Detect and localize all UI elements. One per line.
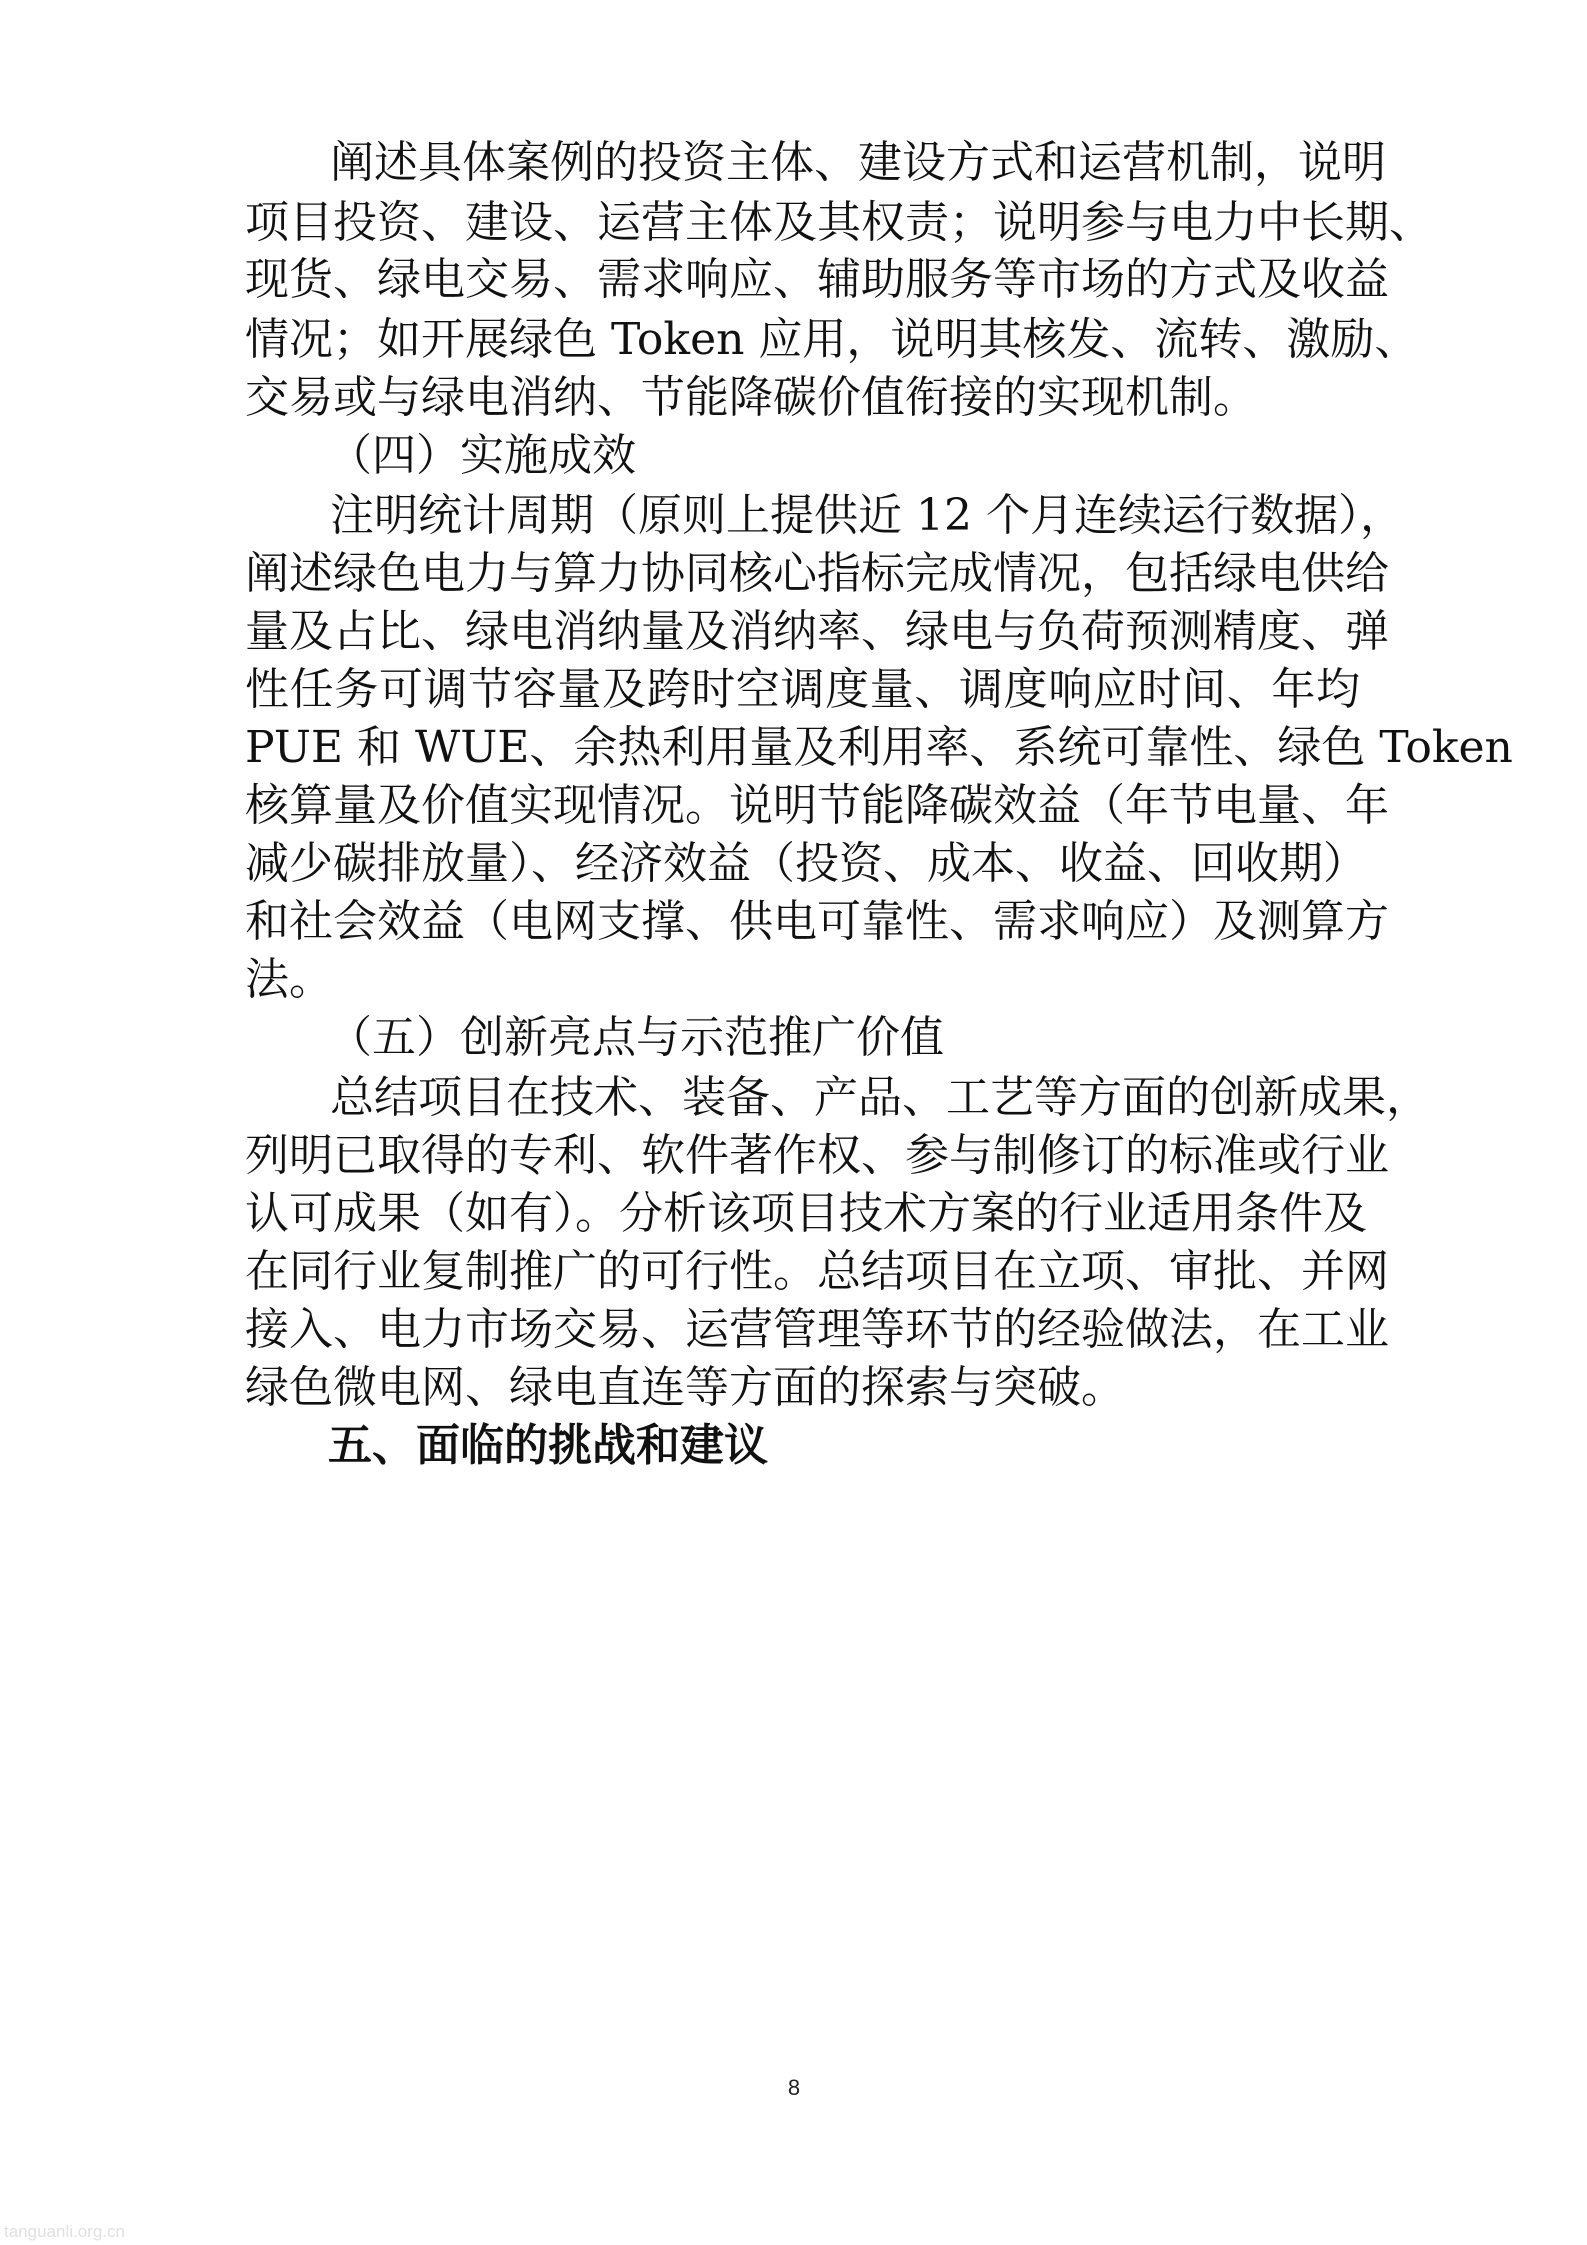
section-5-line-2: 列明已取得的专利、软件著作权、参与制修订的标准或行业	[245, 1130, 1389, 1181]
section-4-line-4: 性任务可调节容量及跨时空调度量、调度响应时间、年均	[245, 664, 1360, 715]
section-4-line-5: PUE 和 WUE、余热利用量及利用率、系统可靠性、绿色 Token	[245, 722, 1513, 773]
section-4-heading: （四）实施成效	[328, 430, 636, 481]
intro-line-4: 情况；如开展绿色 Token 应用，说明其核发、流转、激励、	[245, 314, 1419, 365]
section-4-line-7: 减少碳排放量）、经济效益（投资、成本、收益、回收期）	[245, 838, 1367, 889]
section-5-line-1: 总结项目在技术、装备、产品、工艺等方面的创新成果，	[330, 1072, 1430, 1123]
chapter-5-heading: 五、面临的挑战和建议	[328, 1420, 768, 1471]
intro-line-2: 项目投资、建设、运营主体及其权责；说明参与电力中长期、	[245, 197, 1433, 248]
section-5-heading: （五）创新亮点与示范推广价值	[328, 1012, 944, 1063]
section-4-line-1: 注明统计周期（原则上提供近 12 个月连续运行数据），	[330, 490, 1404, 541]
section-5-line-3: 认可成果（如有）。分析该项目技术方案的行业适用条件及	[245, 1188, 1367, 1239]
intro-line-5: 交易或与绿电消纳、节能降碳价值衔接的实现机制。	[245, 372, 1257, 423]
intro-line-1: 阐述具体案例的投资主体、建设方式和运营机制，说明	[330, 137, 1386, 188]
section-4-line-2: 阐述绿色电力与算力协同核心指标完成情况，包括绿电供给	[245, 548, 1389, 599]
section-5-line-5: 接入、电力市场交易、运营管理等环节的经验做法，在工业	[245, 1304, 1389, 1355]
section-5-line-4: 在同行业复制推广的可行性。总结项目在立项、审批、并网	[245, 1246, 1389, 1297]
section-4-line-9: 法。	[245, 954, 333, 1005]
watermark: tanguanli.org.cn	[4, 2222, 125, 2241]
section-4-line-3: 量及占比、绿电消纳量及消纳率、绿电与负荷预测精度、弹	[245, 606, 1389, 657]
section-5-line-6: 绿色微电网、绿电直连等方面的探索与突破。	[245, 1362, 1125, 1413]
section-4-line-6: 核算量及价值实现情况。说明节能降碳效益（年节电量、年	[245, 780, 1389, 831]
intro-line-3: 现货、绿电交易、需求响应、辅助服务等市场的方式及收益	[245, 254, 1389, 305]
page-number: 8	[787, 2075, 801, 2100]
section-4-line-8: 和社会效益（电网支撑、供电可靠性、需求响应）及测算方	[245, 896, 1389, 947]
